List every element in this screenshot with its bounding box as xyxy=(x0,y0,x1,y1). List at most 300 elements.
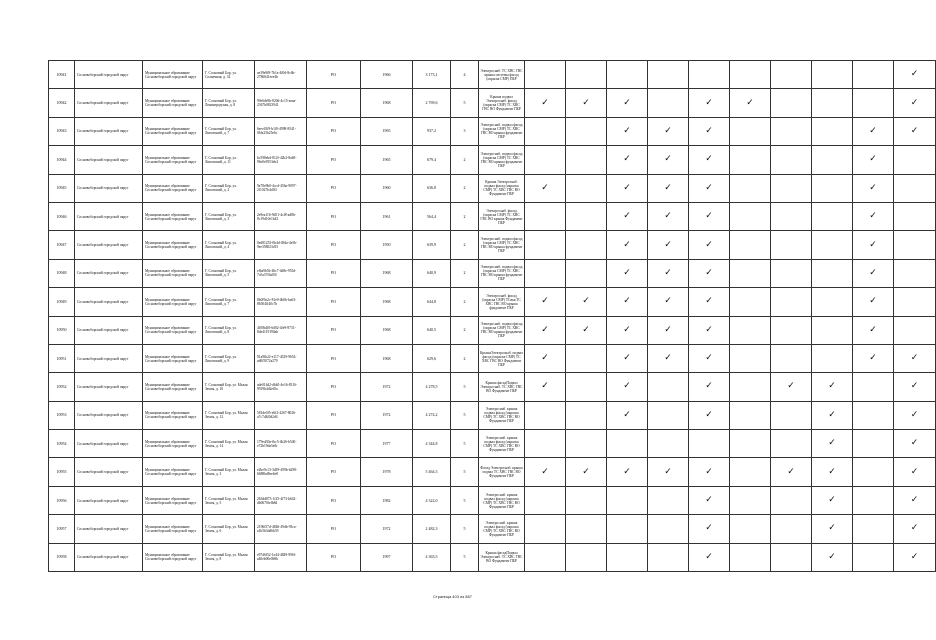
municipality-cell: Муниципальное образование Сосновоборский городской округ xyxy=(143,543,203,571)
row-number: 10948 xyxy=(49,259,75,287)
work-check-cell xyxy=(771,117,812,145)
year-cell: 1968 xyxy=(361,316,413,344)
checkmark-icon: ✓ xyxy=(869,353,877,364)
address-cell: Г. Сосновый Бор, ул. Малая Земля, д. 5 xyxy=(203,486,255,514)
address-cell: Г. Сосновый Бор, ул. Малая Земля, д. 12 xyxy=(203,401,255,429)
area-cell: 3 173,1 xyxy=(413,61,451,89)
address-cell: Г. Сосновый Бор, ул. Малая Земля, д. 3 xyxy=(203,458,255,486)
guid-cell: 2e9ea116-9d51-4cf8-ad8b-8c19d10e1b43 xyxy=(255,202,307,230)
checkmark-icon: ✓ xyxy=(541,381,549,392)
work-check-cell xyxy=(771,89,812,117)
work-check-cell xyxy=(566,486,607,514)
work-check-cell xyxy=(566,174,607,202)
work-check-cell xyxy=(853,61,894,89)
work-check-cell xyxy=(730,486,771,514)
area-cell: 564,4 xyxy=(413,202,451,230)
guid-cell: e2be9c13-3d39-499b-b298-6688bd8ee6e8 xyxy=(255,458,307,486)
row-number: 10957 xyxy=(49,515,75,543)
area-cell: 640,5 xyxy=(413,316,451,344)
checkmark-icon: ✓ xyxy=(869,296,877,307)
checkmark-icon: ✓ xyxy=(705,381,713,392)
works-cell: Электроснаб. крыша подвал фасад (окраска СМР) ТС ХВС ГВС ВО Фундамент ПБР xyxy=(479,486,525,514)
checkmark-icon: ✓ xyxy=(869,267,877,278)
year-cell: 1966 xyxy=(361,61,413,89)
work-check-cell xyxy=(771,373,812,401)
work-check-cell xyxy=(689,430,730,458)
guid-cell: 9a78e9b0-4ccd-456a-9097-2f1027b4dff3 xyxy=(255,174,307,202)
work-check-cell xyxy=(771,401,812,429)
checkmark-icon: ✓ xyxy=(910,353,919,364)
guid-cell: 91a9fb22-e117-4529-9654-ad0f5072a279 xyxy=(255,344,307,372)
municipality-cell: Муниципальное образование Сосновоборский городской округ xyxy=(143,515,203,543)
work-check-cell xyxy=(689,117,730,145)
checkmark-icon: ✓ xyxy=(664,239,672,250)
area-cell: 4 322,0 xyxy=(413,486,451,514)
guid-cell: 8b0f9a2c-81e9-4b0b-ba63-86504ff40c7b xyxy=(255,288,307,316)
work-check-cell xyxy=(730,259,771,287)
work-check-cell xyxy=(566,316,607,344)
address-cell: Г. Сосновый Бор, ул. Ленинградская, д. 8 xyxy=(203,89,255,117)
work-check-cell xyxy=(648,117,689,145)
row-number: 10950 xyxy=(49,316,75,344)
area-cell: 640,9 xyxy=(413,259,451,287)
municipality-cell: Муниципальное образование Сосновоборский городской округ xyxy=(143,117,203,145)
municipality-cell: Муниципальное образование Сосновоборский городской округ xyxy=(143,430,203,458)
work-check-cell xyxy=(566,61,607,89)
checkmark-icon: ✓ xyxy=(705,154,713,165)
district-cell: Сосновоборский городской округ xyxy=(75,288,143,316)
work-check-cell xyxy=(771,430,812,458)
work-check-cell xyxy=(607,344,648,372)
type-cell: РО xyxy=(307,401,361,429)
checkmark-icon: ✓ xyxy=(705,97,713,108)
checkmark-icon: ✓ xyxy=(705,324,713,335)
work-check-cell xyxy=(525,486,566,514)
work-check-cell xyxy=(812,401,853,429)
type-cell: РО xyxy=(307,259,361,287)
guid-cell: 6eec65f9-b1f0-4998-8541-06fe23b25e6c xyxy=(255,117,307,145)
work-check-cell xyxy=(894,259,936,287)
work-check-cell xyxy=(607,89,648,117)
work-check-cell xyxy=(894,174,936,202)
work-check-cell xyxy=(525,174,566,202)
address-cell: Г. Сосновый Бор, ул. Липовский, д. 4 xyxy=(203,231,255,259)
works-cell: Электроснаб. подвал фасад (окраска СМР) ТС ХВС ГВС ВО крыша фундамент ПБР xyxy=(479,259,525,287)
checkmark-icon: ✓ xyxy=(623,409,631,420)
table-row xyxy=(49,174,936,202)
work-check-cell xyxy=(607,117,648,145)
work-check-cell xyxy=(689,373,730,401)
work-check-cell xyxy=(525,61,566,89)
floors-cell: 2 xyxy=(451,259,479,287)
municipality-cell: Муниципальное образование Сосновоборский городской округ xyxy=(143,458,203,486)
municipality-cell: Муниципальное образование Сосновоборский городской округ xyxy=(143,174,203,202)
work-check-cell xyxy=(525,117,566,145)
checkmark-icon: ✓ xyxy=(541,182,549,193)
type-cell: РО xyxy=(307,202,361,230)
guid-cell: ade014d2-dbb5-4e16-8316-9919b4d2ef0a xyxy=(255,373,307,401)
work-check-cell xyxy=(771,316,812,344)
work-check-cell xyxy=(648,344,689,372)
checkmark-icon: ✓ xyxy=(623,267,631,278)
works-cell: Электроснаб. подвал фасад (окраска СМР) ТС ХВС ГВС ВО крыша фундамент ПБР xyxy=(479,231,525,259)
work-check-cell xyxy=(812,430,853,458)
work-check-cell xyxy=(566,373,607,401)
row-number: 10953 xyxy=(49,401,75,429)
checkmark-icon: ✓ xyxy=(541,466,549,477)
row-number: 10944 xyxy=(49,146,75,174)
row-number: 10943 xyxy=(49,117,75,145)
work-check-cell xyxy=(607,401,648,429)
checkmark-icon: ✓ xyxy=(582,296,590,307)
work-check-cell xyxy=(730,231,771,259)
checkmark-icon: ✓ xyxy=(869,211,877,222)
year-cell: 1961 xyxy=(361,202,413,230)
type-cell: РО xyxy=(307,61,361,89)
checkmark-icon: ✓ xyxy=(910,69,919,80)
work-check-cell xyxy=(730,543,771,571)
work-check-cell xyxy=(689,401,730,429)
work-check-cell xyxy=(648,373,689,401)
table-row xyxy=(49,259,936,287)
area-cell: 5 464,3 xyxy=(413,458,451,486)
row-number: 10952 xyxy=(49,373,75,401)
work-check-cell xyxy=(648,430,689,458)
municipality-cell: Муниципальное образование Сосновоборский городской округ xyxy=(143,89,203,117)
guid-cell: ef6a9b5b-46c7-4d8e-953d-7c0a37f6a03f xyxy=(255,259,307,287)
year-cell: 1997 xyxy=(361,543,413,571)
work-check-cell xyxy=(812,89,853,117)
address-cell: Г. Сосновый Бор, ул. Липовский, д. 8 xyxy=(203,316,255,344)
type-cell: РО xyxy=(307,174,361,202)
work-check-cell xyxy=(607,458,648,486)
work-check-cell xyxy=(853,117,894,145)
district-cell: Сосновоборский городской округ xyxy=(75,231,143,259)
work-check-cell xyxy=(853,401,894,429)
checkmark-icon: ✓ xyxy=(705,267,713,278)
work-check-cell xyxy=(525,401,566,429)
district-cell: Сосновоборский городской округ xyxy=(75,146,143,174)
work-check-cell xyxy=(771,543,812,571)
year-cell: 1968 xyxy=(361,259,413,287)
year-cell: 1965 xyxy=(361,146,413,174)
work-check-cell xyxy=(853,373,894,401)
work-check-cell xyxy=(853,316,894,344)
work-check-cell xyxy=(853,288,894,316)
floors-cell: 5 xyxy=(451,373,479,401)
work-check-cell xyxy=(648,231,689,259)
row-number: 10942 xyxy=(49,89,75,117)
floors-cell: 2 xyxy=(451,174,479,202)
type-cell: РО xyxy=(307,316,361,344)
municipality-cell: Муниципальное образование Сосновоборский городской округ xyxy=(143,259,203,287)
checkmark-icon: ✓ xyxy=(910,495,919,506)
row-number: 10945 xyxy=(49,174,75,202)
work-check-cell xyxy=(771,515,812,543)
checkmark-icon: ✓ xyxy=(623,353,631,364)
work-check-cell xyxy=(853,344,894,372)
checkmark-icon: ✓ xyxy=(787,466,795,477)
checkmark-icon: ✓ xyxy=(705,409,713,420)
address-cell: Г. Сосновый Бор, ул. Малая Земля, д. 8 xyxy=(203,543,255,571)
checkmark-icon: ✓ xyxy=(910,438,919,449)
table-row xyxy=(49,486,936,514)
work-check-cell xyxy=(689,486,730,514)
work-check-cell xyxy=(689,174,730,202)
work-check-cell xyxy=(525,202,566,230)
table-row xyxy=(49,202,936,230)
work-check-cell xyxy=(812,288,853,316)
municipality-cell: Муниципальное образование Сосновоборский городской округ xyxy=(143,316,203,344)
work-check-cell xyxy=(566,430,607,458)
guid-cell: ae39e9f8-7b1a-4f0d-8c6b-2786641eee4b xyxy=(255,61,307,89)
year-cell: 1972 xyxy=(361,373,413,401)
work-check-cell xyxy=(812,231,853,259)
checkmark-icon: ✓ xyxy=(541,97,549,108)
page-footer: Страница 403 из 887 xyxy=(433,594,472,599)
municipality-cell: Муниципальное образование Сосновоборский городской округ xyxy=(143,146,203,174)
work-check-cell xyxy=(730,146,771,174)
work-check-cell xyxy=(689,61,730,89)
checkmark-icon: ✓ xyxy=(623,324,631,335)
work-check-cell xyxy=(525,458,566,486)
work-check-cell xyxy=(812,117,853,145)
work-check-cell xyxy=(730,117,771,145)
year-cell: 1968 xyxy=(361,344,413,372)
work-check-cell xyxy=(894,288,936,316)
checkmark-icon: ✓ xyxy=(664,182,672,193)
work-check-cell xyxy=(812,458,853,486)
work-check-cell xyxy=(853,543,894,571)
district-cell: Сосновоборский городской округ xyxy=(75,458,143,486)
work-check-cell xyxy=(771,458,812,486)
guid-cell: 2196f57d-4846-49db-93ca-a1b5b3dd6b39 xyxy=(255,515,307,543)
checkmark-icon: ✓ xyxy=(623,466,631,477)
work-check-cell xyxy=(812,373,853,401)
work-check-cell xyxy=(730,458,771,486)
work-check-cell xyxy=(566,288,607,316)
table-row xyxy=(49,458,936,486)
area-cell: 2 482,3 xyxy=(413,515,451,543)
municipality-cell: Муниципальное образование Сосновоборский городской округ xyxy=(143,61,203,89)
guid-cell: e97d6f52-1e44-4849-996f-a40eb00e0b9b xyxy=(255,543,307,571)
area-cell: 2 769,6 xyxy=(413,89,451,117)
floors-cell: 2 xyxy=(451,288,479,316)
work-check-cell xyxy=(525,515,566,543)
municipality-cell: Муниципальное образование Сосновоборский городской округ xyxy=(143,288,203,316)
district-cell: Сосновоборский городской округ xyxy=(75,316,143,344)
checkmark-icon: ✓ xyxy=(623,211,631,222)
work-check-cell xyxy=(894,543,936,571)
year-cell: 1950 xyxy=(361,231,413,259)
type-cell: РО xyxy=(307,373,361,401)
work-check-cell xyxy=(566,146,607,174)
work-check-cell xyxy=(853,458,894,486)
work-check-cell xyxy=(812,61,853,89)
year-cell: 1977 xyxy=(361,430,413,458)
table-row xyxy=(49,89,936,117)
row-number: 10954 xyxy=(49,430,75,458)
guid-cell: 99e6de9b-820d-4c15-aeaa-2367b0823941 xyxy=(255,89,307,117)
work-check-cell xyxy=(648,174,689,202)
row-number: 10955 xyxy=(49,458,75,486)
area-cell: 4 344,8 xyxy=(413,430,451,458)
district-cell: Сосновоборский городской округ xyxy=(75,430,143,458)
works-cell: Крыша подвал Электроснаб. фасад (окраска СМР) ТС ХВС ГВС ВО Фундамент ПБР xyxy=(479,89,525,117)
address-cell: Г. Сосновый Бор, ул. Липовский, д. 5 xyxy=(203,259,255,287)
checkmark-icon: ✓ xyxy=(705,353,713,364)
work-check-cell xyxy=(607,146,648,174)
checkmark-icon: ✓ xyxy=(582,97,590,108)
district-cell: Сосновоборский городской округ xyxy=(75,486,143,514)
guid-cell: 263dd873-1f25-4f73-b642-db0670fefb8d xyxy=(255,486,307,514)
work-check-cell xyxy=(894,401,936,429)
work-check-cell xyxy=(771,486,812,514)
work-check-cell xyxy=(771,288,812,316)
checkmark-icon: ✓ xyxy=(664,324,672,335)
area-cell: 937,2 xyxy=(413,117,451,145)
row-number: 10951 xyxy=(49,344,75,372)
work-check-cell xyxy=(771,259,812,287)
work-check-cell xyxy=(525,344,566,372)
work-check-cell xyxy=(607,486,648,514)
work-check-cell xyxy=(648,486,689,514)
checkmark-icon: ✓ xyxy=(623,296,631,307)
district-cell: Сосновоборский городской округ xyxy=(75,344,143,372)
row-number: 10956 xyxy=(49,486,75,514)
work-check-cell xyxy=(648,543,689,571)
work-check-cell xyxy=(689,515,730,543)
table-row xyxy=(49,515,936,543)
area-cell: 644,8 xyxy=(413,288,451,316)
checkmark-icon: ✓ xyxy=(705,523,713,534)
work-check-cell xyxy=(771,146,812,174)
works-cell: Крыша фасадПодвал Электроснаб. ТС ХВС ГВС ВО Фундамент ПБР xyxy=(479,373,525,401)
work-check-cell xyxy=(812,146,853,174)
table-row xyxy=(49,231,936,259)
work-check-cell xyxy=(607,61,648,89)
checkmark-icon: ✓ xyxy=(910,523,919,534)
checkmark-icon: ✓ xyxy=(746,97,754,108)
year-cell: 1960 xyxy=(361,174,413,202)
work-check-cell xyxy=(525,89,566,117)
district-cell: Сосновоборский городской округ xyxy=(75,89,143,117)
floors-cell: 2 xyxy=(451,316,479,344)
municipality-cell: Муниципальное образование Сосновоборский городской округ xyxy=(143,202,203,230)
work-check-cell xyxy=(566,117,607,145)
register-table-sheet xyxy=(48,60,919,572)
work-check-cell xyxy=(607,515,648,543)
work-check-cell xyxy=(607,543,648,571)
works-cell: Электроснаб. подвал фасад (окраска СМР) ТС ХВС ГВС ВО крыша фундамент ПБР xyxy=(479,146,525,174)
area-cell: 4 274,2 xyxy=(413,401,451,429)
area-cell: 4 363,5 xyxy=(413,543,451,571)
area-cell: 679,4 xyxy=(413,146,451,174)
type-cell: РО xyxy=(307,486,361,514)
work-check-cell xyxy=(566,344,607,372)
table-row xyxy=(49,344,936,372)
work-check-cell xyxy=(689,458,730,486)
work-check-cell xyxy=(689,231,730,259)
checkmark-icon: ✓ xyxy=(828,495,836,506)
work-check-cell xyxy=(607,174,648,202)
works-cell: Электроснаб. крыша подвал фасад (окраска СМР) ТС ХВС ГВС ВО Фундамент ПБР xyxy=(479,430,525,458)
checkmark-icon: ✓ xyxy=(910,551,919,562)
type-cell: РО xyxy=(307,89,361,117)
checkmark-icon: ✓ xyxy=(705,495,713,506)
work-check-cell xyxy=(894,117,936,145)
floors-cell: 5 xyxy=(451,486,479,514)
guid-cell: 581de0f5-e6f2-4267-8026-a7c7d4f0d2d4 xyxy=(255,401,307,429)
works-cell: Фасад Электроснаб. крыша подвал ТС ХВС ГВС ВО Фундамент ПБР xyxy=(479,458,525,486)
type-cell: РО xyxy=(307,231,361,259)
address-cell: Г. Сосновый Бор, ул. Липовский, д. 7 xyxy=(203,117,255,145)
work-check-cell xyxy=(607,202,648,230)
checkmark-icon: ✓ xyxy=(828,523,836,534)
type-cell: РО xyxy=(307,146,361,174)
work-check-cell xyxy=(894,344,936,372)
checkmark-icon: ✓ xyxy=(623,125,631,136)
address-cell: Г. Сосновый Бор, ул. Липовский, д. 3 xyxy=(203,202,255,230)
work-check-cell xyxy=(853,174,894,202)
work-check-cell xyxy=(894,89,936,117)
checkmark-icon: ✓ xyxy=(828,551,836,562)
work-check-cell xyxy=(525,316,566,344)
table-row xyxy=(49,430,936,458)
work-check-cell xyxy=(812,316,853,344)
work-check-cell xyxy=(894,61,936,89)
area-cell: 636,8 xyxy=(413,174,451,202)
work-check-cell xyxy=(812,202,853,230)
work-check-cell xyxy=(607,259,648,287)
checkmark-icon: ✓ xyxy=(828,466,836,477)
floors-cell: 5 xyxy=(451,543,479,571)
work-check-cell xyxy=(648,61,689,89)
address-cell: Г. Сосновый Бор, ул. Солнечная, д. 32 xyxy=(203,61,255,89)
checkmark-icon: ✓ xyxy=(664,154,672,165)
floors-cell: 2 xyxy=(451,202,479,230)
work-check-cell xyxy=(525,146,566,174)
checkmark-icon: ✓ xyxy=(623,182,631,193)
guid-cell: bc598ebd-812f-42b2-8ab9-96e0e9553eb4 xyxy=(255,146,307,174)
work-check-cell xyxy=(730,174,771,202)
type-cell: РО xyxy=(307,458,361,486)
work-check-cell xyxy=(853,515,894,543)
municipality-cell: Муниципальное образование Сосновоборский городской округ xyxy=(143,373,203,401)
work-check-cell xyxy=(525,288,566,316)
floors-cell: 2 xyxy=(451,231,479,259)
year-cell: 1968 xyxy=(361,288,413,316)
work-check-cell xyxy=(894,231,936,259)
row-number: 10946 xyxy=(49,202,75,230)
work-check-cell xyxy=(648,259,689,287)
table-row xyxy=(49,373,936,401)
work-check-cell xyxy=(812,543,853,571)
year-cell: 1968 xyxy=(361,89,413,117)
work-check-cell xyxy=(566,89,607,117)
guid-cell: 4f00b4f0-6d02-4fe9-8731-8de4119190ab xyxy=(255,316,307,344)
checkmark-icon: ✓ xyxy=(623,97,631,108)
work-check-cell xyxy=(812,174,853,202)
address-cell: Г. Сосновый Бор, ул. Липовский, д. 7 xyxy=(203,288,255,316)
work-check-cell xyxy=(607,373,648,401)
checkmark-icon: ✓ xyxy=(664,353,672,364)
checkmark-icon: ✓ xyxy=(705,466,713,477)
work-check-cell xyxy=(853,430,894,458)
work-check-cell xyxy=(689,316,730,344)
work-check-cell xyxy=(648,288,689,316)
checkmark-icon: ✓ xyxy=(664,125,672,136)
